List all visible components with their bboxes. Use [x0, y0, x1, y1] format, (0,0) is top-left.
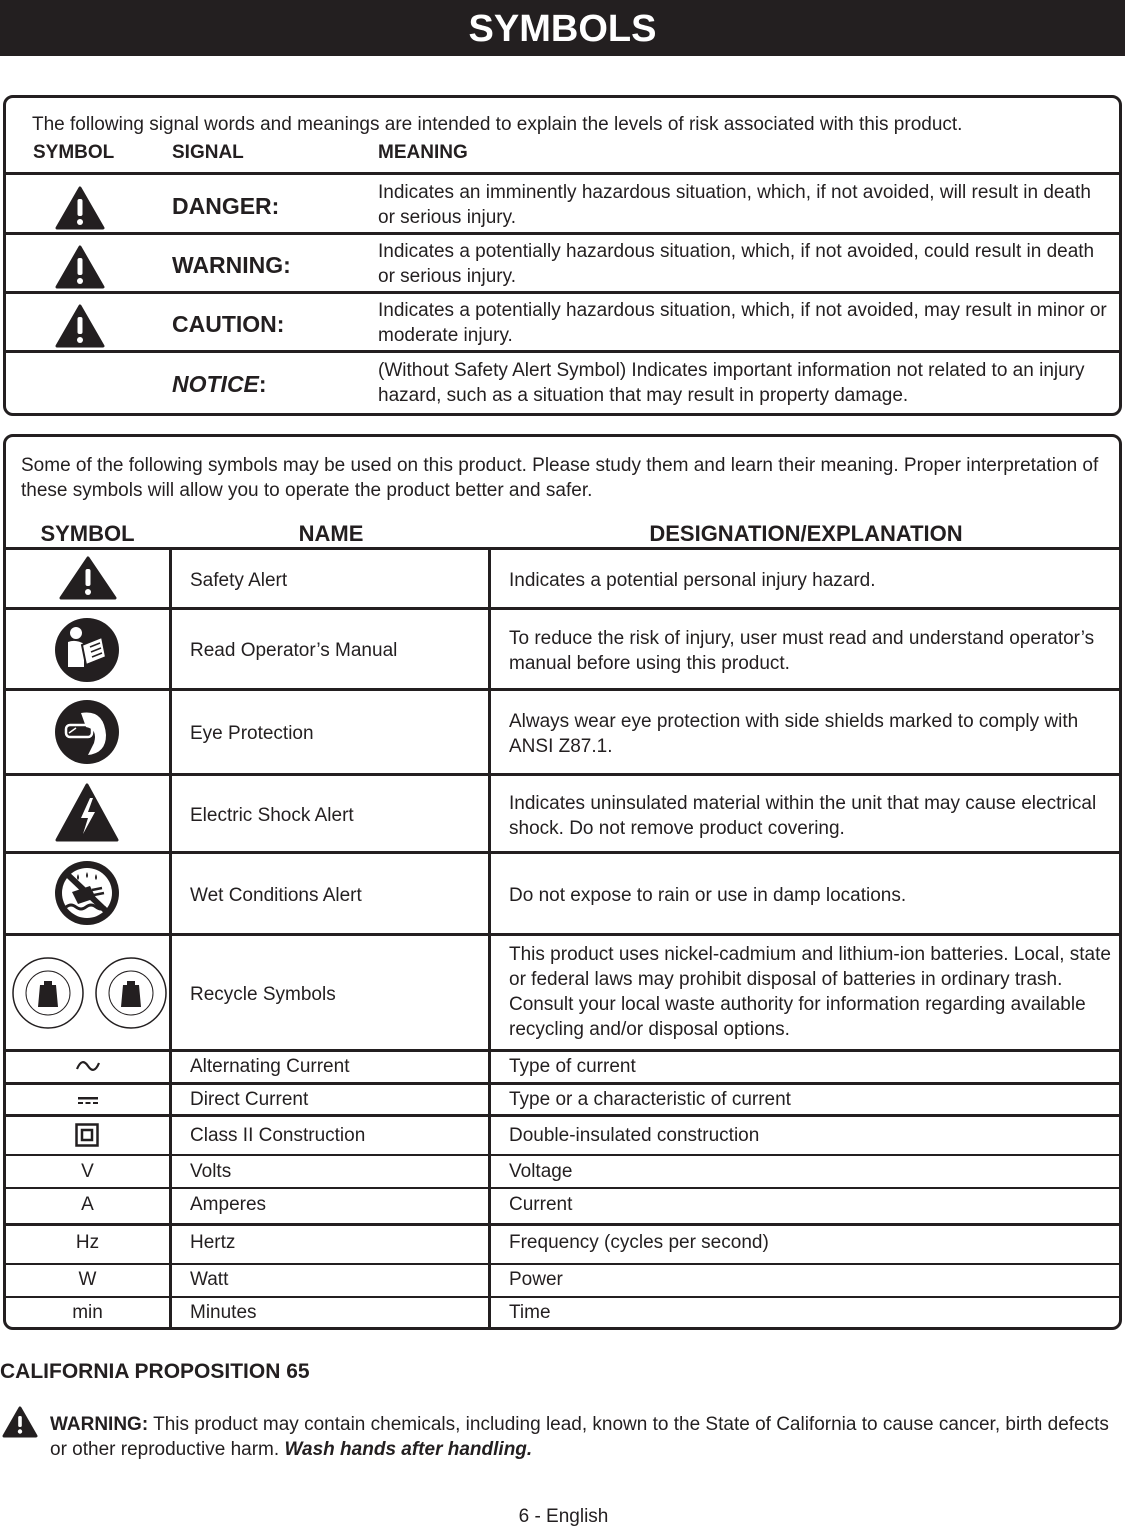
signal-caution: CAUTION: — [172, 311, 285, 337]
prop65-warning: WARNING: This product may contain chemicals, including lead, known to the State of California to cause cancer, birth defects or other reproductive harm. Wash hands after handling. — [50, 1414, 1109, 1460]
meaning-danger: Indicates an imminently hazardous situation, which, if not avoided, will result in death or serious injury. — [378, 182, 1091, 228]
class-ii-icon — [75, 1123, 99, 1152]
page-title: SYMBOLS — [0, 0, 1125, 56]
designation-recycle: This product uses nickel-cadmium and lithium-ion batteries. Local, state or federal laws may prohibit disposal of batteries in ordinary trash. Consult your local waste authority for information regarding available recycling and/or disposal options. — [509, 944, 1111, 1040]
symbol-watt: W — [78, 1269, 97, 1290]
name-class-ii: Class II Construction — [190, 1125, 366, 1146]
designation-wet-conditions: Do not expose to rain or use in damp locations. — [509, 885, 907, 906]
name-amperes: Amperes — [190, 1194, 267, 1215]
symbol-amperes: A — [81, 1194, 94, 1215]
meaning-notice: (Without Safety Alert Symbol) Indicates important information not related to an injury hazard, such as a situation that may result in property damage. — [378, 360, 1085, 406]
designation-watt: Power — [509, 1269, 563, 1290]
signal-words-table — [3, 95, 1122, 416]
name-minutes: Minutes — [190, 1302, 257, 1323]
symbols-col-designation: DESIGNATION/EXPLANATION — [649, 521, 963, 546]
designation-hertz: Frequency (cycles per second) — [509, 1232, 769, 1253]
signal-col-symbol: SYMBOL — [33, 142, 115, 163]
meaning-warning: Indicates a potentially hazardous situation, which, if not avoided, could result in death or serious injury. — [378, 241, 1095, 287]
warning-triangle-icon — [55, 245, 105, 294]
designation-electric-shock: Indicates uninsulated material within the unit that may cause electrical shock. Do not remove product covering. — [509, 793, 1097, 839]
signal-col-signal: SIGNAL — [172, 142, 244, 163]
designation-volts: Voltage — [509, 1161, 573, 1182]
page-footer: 6 - English — [518, 1506, 609, 1527]
direct-current-icon — [77, 1093, 99, 1112]
alternating-current-icon — [75, 1057, 101, 1080]
name-read-manual: Read Operator’s Manual — [190, 640, 398, 661]
name-volts: Volts — [190, 1161, 232, 1182]
name-wet-conditions: Wet Conditions Alert — [190, 885, 362, 906]
name-recycle: Recycle Symbols — [190, 984, 336, 1005]
read-manual-icon — [54, 617, 120, 688]
signal-warning: WARNING: — [172, 252, 291, 278]
warning-triangle-icon — [55, 186, 105, 235]
signal-danger: DANGER: — [172, 193, 280, 219]
designation-dc: Type or a characteristic of current — [509, 1089, 791, 1110]
name-safety-alert: Safety Alert — [190, 570, 288, 591]
warning-triangle-icon — [55, 304, 105, 353]
symbol-minutes: min — [72, 1302, 103, 1323]
symbols-intro: Some of the following symbols may be used on this product. Please study them and learn their meaning. Proper interpretation of these symbols will allow you to operate the product better and safer. — [21, 455, 1099, 501]
signal-col-meaning: MEANING — [378, 142, 468, 163]
designation-safety-alert: Indicates a potential personal injury hazard. — [509, 570, 876, 591]
designation-amperes: Current — [509, 1194, 573, 1215]
symbols-col-symbol: SYMBOL — [40, 521, 135, 546]
name-ac: Alternating Current — [190, 1056, 350, 1077]
symbols-table — [3, 434, 1122, 1330]
symbol-volts: V — [81, 1161, 94, 1182]
designation-eye-protection: Always wear eye protection with side shields marked to comply with ANSI Z87.1. — [509, 711, 1079, 757]
electric-shock-icon — [54, 782, 120, 849]
name-dc: Direct Current — [190, 1089, 309, 1110]
name-hertz: Hertz — [190, 1232, 236, 1253]
signal-intro: The following signal words and meanings are intended to explain the levels of risk associated with this product. — [32, 114, 963, 135]
meaning-caution: Indicates a potentially hazardous situation, which, if not avoided, may result in minor or moderate injury. — [378, 300, 1107, 346]
name-electric-shock: Electric Shock Alert — [190, 805, 354, 826]
symbol-hertz: Hz — [75, 1232, 100, 1253]
name-eye-protection: Eye Protection — [190, 723, 314, 744]
warning-triangle-icon — [2, 1406, 38, 1443]
wet-conditions-icon — [54, 860, 120, 931]
symbols-col-name: NAME — [298, 521, 364, 546]
prop65-title: CALIFORNIA PROPOSITION 65 — [0, 1360, 310, 1383]
name-watt: Watt — [190, 1269, 229, 1290]
designation-class-ii: Double-insulated construction — [509, 1125, 760, 1146]
designation-read-manual: To reduce the risk of injury, user must read and understand operator’s manual before using this product. — [509, 628, 1095, 674]
recycle-seal-ni-cd-icon — [93, 955, 169, 1036]
designation-minutes: Time — [509, 1302, 551, 1323]
safety-alert-icon — [57, 555, 119, 606]
signal-notice: NOTICE: — [172, 371, 267, 397]
recycle-seal-li-ion-icon — [10, 955, 86, 1036]
eye-protection-icon — [54, 699, 120, 770]
designation-ac: Type of current — [509, 1056, 636, 1077]
